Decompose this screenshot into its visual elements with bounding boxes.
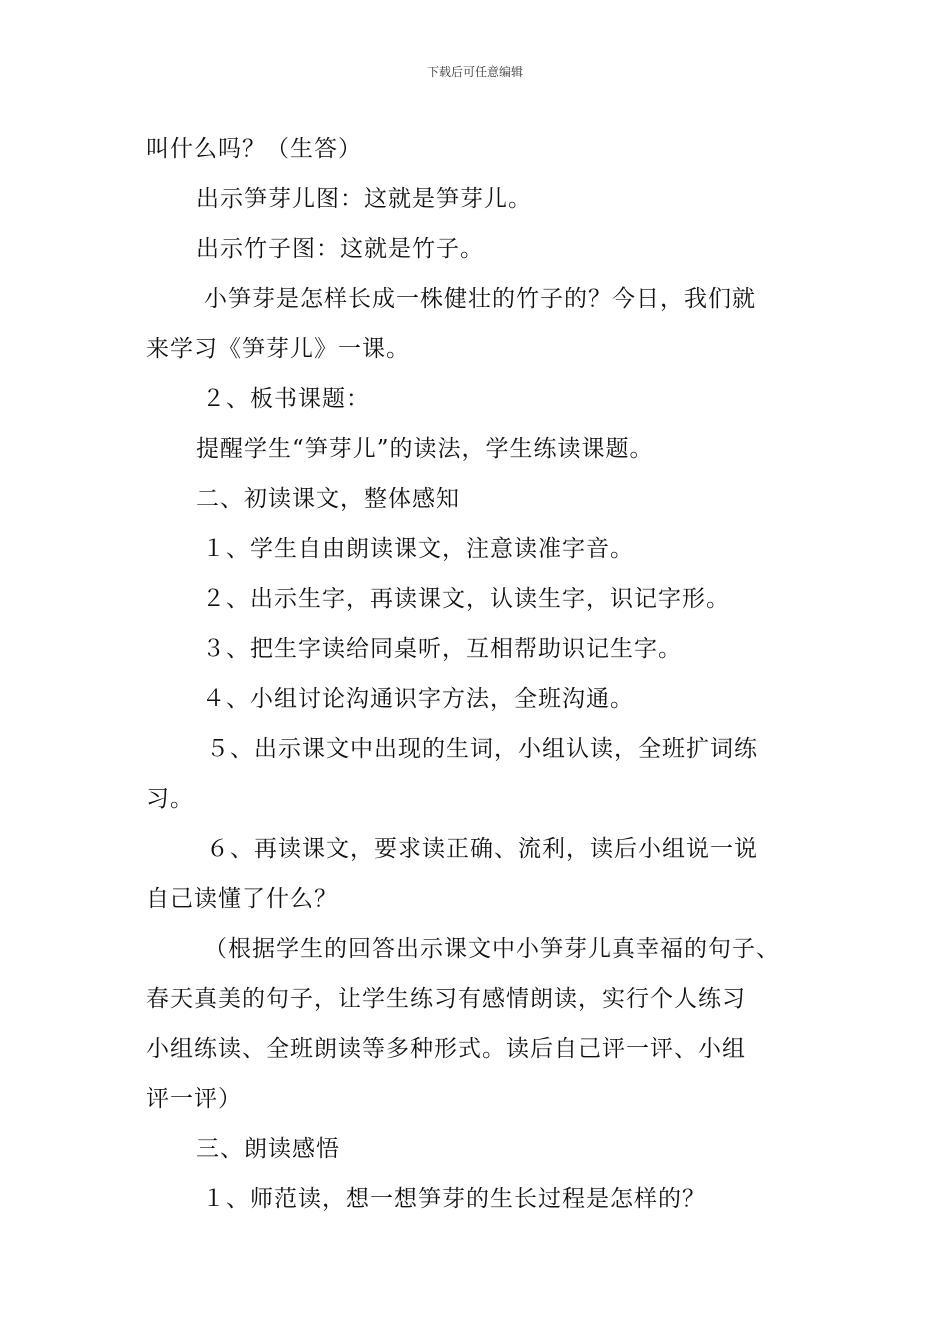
list-item: ２、出示生字，再读课文，认读生字，识记字形。	[202, 586, 730, 612]
text-line: 出示竹子图：这就是竹子。	[196, 236, 484, 262]
list-item: １、师范读，想一想笋芽的生长过程是怎样的？	[202, 1186, 706, 1212]
text-line: 小笋芽是怎样长成一株健壮的竹子的？今日，我们就	[204, 286, 756, 312]
section-heading: 二、初读课文，整体感知	[196, 486, 460, 512]
text-line: 提醒学生“笋芽儿”的读法，学生练读课题。	[196, 436, 654, 462]
list-item: ４、小组讨论沟通识字方法，全班沟通。	[202, 686, 634, 712]
list-item: ３、把生字读给同桌听，互相帮助识记生字。	[202, 636, 682, 662]
text-line: 春天真美的句子，让学生练习有感情朗读，实行个人练习	[146, 986, 746, 1012]
text-line: ２、板书课题：	[202, 386, 370, 412]
section-heading: 三、朗读感悟	[196, 1136, 340, 1162]
list-item: １、学生自由朗读课文，注意读准字音。	[202, 536, 634, 562]
text-line: 小组练读、全班朗读等多种形式。读后自己评一评、小组	[146, 1036, 746, 1062]
text-line: 评一评）	[146, 1086, 242, 1112]
text-line: 自己读懂了什么？	[146, 886, 338, 912]
list-item: ６、再读课文，要求读正确、流利，读后小组说一说	[206, 836, 758, 862]
text-line: 出示笋芽儿图：这就是笋芽儿。	[196, 186, 532, 212]
page-header: 下载后可任意编辑	[426, 65, 523, 79]
text-line: 来学习《笋芽儿》一课。	[146, 336, 410, 362]
list-item: ５、出示课文中出现的生词，小组认读，全班扩词练	[206, 736, 758, 762]
text-line: 叫什么吗？（生答）	[146, 136, 362, 162]
text-line: 习。	[146, 786, 194, 812]
text-line: （根据学生的回答出示课文中小笋芽儿真幸福的句子、	[204, 936, 780, 962]
